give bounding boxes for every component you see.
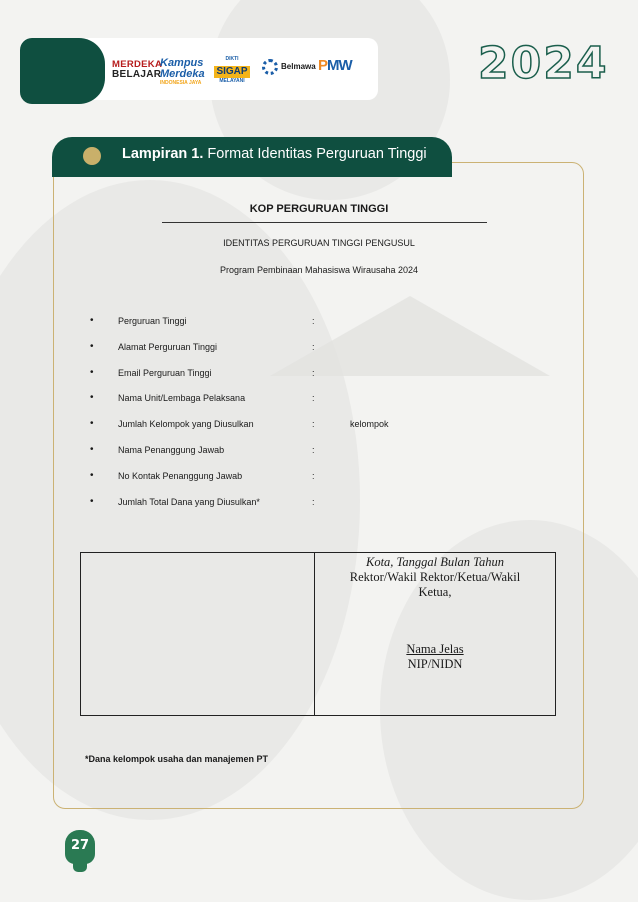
gear-icon xyxy=(262,59,278,75)
field-label: Nama Unit/Lembaga Pelaksana xyxy=(118,393,246,403)
field-label: Email Perguruan Tinggi xyxy=(118,368,212,378)
pmw-logo: PMW xyxy=(318,57,352,74)
field-value: kelompok xyxy=(350,419,389,429)
signature-right-cell xyxy=(315,553,555,715)
field-label: Nama Penanggung Jawab xyxy=(118,445,225,455)
signer-position-2: Ketua, xyxy=(418,585,452,599)
merdeka-belajar-logo: MERDEKA BELAJAR xyxy=(112,59,163,80)
belmawa-logo: Belmawa xyxy=(262,59,316,75)
section-title: Lampiran 1. Format Identitas Perguruan Tinggi xyxy=(122,146,427,162)
title-dot-icon xyxy=(83,147,101,165)
page-number-badge: 27 xyxy=(65,830,95,864)
signature-left-cell xyxy=(81,553,315,715)
program-subtitle: Program Pembinaan Mahasiswa Wirausaha 2024 xyxy=(219,265,419,275)
field-label: No Kontak Penanggung Jawab xyxy=(118,471,243,481)
field-label: Alamat Perguruan Tinggi xyxy=(118,342,218,352)
footnote: *Dana kelompok usaha dan manajemen PT xyxy=(85,754,269,764)
kampus-merdeka-logo: Kampus Merdeka INDONESIA JAYA xyxy=(160,57,205,86)
city-date: Kota, Tanggal Bulan Tahun xyxy=(365,555,504,569)
kop-heading: KOP PERGURUAN TINGGI xyxy=(249,203,389,215)
field-label: Jumlah Kelompok yang Diusulkan xyxy=(118,419,254,429)
signature-table xyxy=(80,552,556,716)
signer-id: NIP/NIDN xyxy=(407,657,463,671)
kop-divider xyxy=(162,222,487,223)
field-label: Perguruan Tinggi xyxy=(118,316,187,326)
header-tab xyxy=(20,38,105,104)
year-logo: 2024 xyxy=(478,38,609,89)
identity-subtitle: IDENTITAS PERGURUAN TINGGI PENGUSUL xyxy=(223,238,415,248)
dikti-sigap-logo: DIKTI SIGAP MELAYANI xyxy=(216,56,248,84)
field-label: Jumlah Total Dana yang Diusulkan* xyxy=(118,497,260,507)
graduation-cap-watermark xyxy=(270,296,550,376)
bulb-base-icon xyxy=(73,862,87,872)
signer-position: Rektor/Wakil Rektor/Ketua/Wakil xyxy=(349,570,521,584)
signer-name: Nama Jelas xyxy=(406,642,464,656)
